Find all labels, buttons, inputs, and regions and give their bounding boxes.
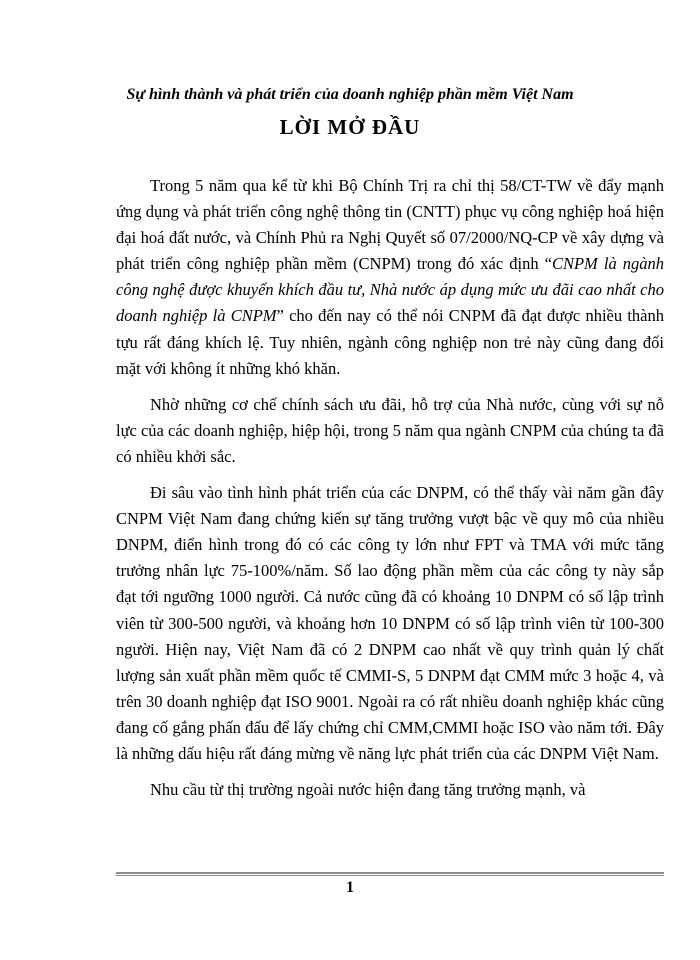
page-number: 1	[346, 879, 354, 896]
footer-divider	[116, 872, 664, 876]
paragraph-1-quote: CNPM là ngành công nghệ được khuyến khích đầu tư, Nhà nước áp dụng mức ưu đãi cao nhất cho doanh nghiệp là CNPM	[116, 254, 665, 326]
paragraph-1	[116, 173, 664, 382]
paragraph-4: Nhu cầu từ thị trường ngoài nước hiện đang tăng trưởng mạnh, và	[150, 780, 586, 800]
body-text	[116, 173, 664, 803]
paragraph-3: Đi sâu vào tình hình phát triển của các DNPM, có thể thấy vài năm gần đây CNPM Việt Nam đang chứng kiến sự tăng trưởng vượt bậc về quy mô của nhiều DNPM, điển hình trong đó có các công ty lớn như FPT và TMA với mức tăng trưởng nhân lực 75-100%/năm. Số lao động phần mềm của các công ty này sắp đạt tới ngưỡng 1000 người. Cả nước cũng đã có khoảng 10 DNPM có số lập trình viên từ 300-500 người, và khoảng hơn 10 DNPM có số lập trình viên từ 100-300 người. Hiện nay, Việt Nam đã có 2 DNPM cao nhất về quy trình quản lý chất lượng sản xuất phần mềm quốc tế CMMI-S, 5 DNPM đạt CMM mức 3 hoặc 4, và trên 30 doanh nghiệp đạt ISO 9001. Ngoài ra có rất nhiều doanh nghiệp khác cũng đang cố gắng phấn đấu để lấy chứng chỉ CMM,CMMI hoặc ISO vào năm tới. Đây là những dấu hiệu rất đáng mừng về năng lực phát triển của các DNPM Việt Nam.	[116, 483, 664, 763]
running-header: Sự hình thành và phát triển của doanh nghiệp phần mềm Việt Nam	[126, 86, 574, 103]
paragraph-2: Nhờ những cơ chế chính sách ưu đãi, hỗ trợ của Nhà nước, cùng với sự nỗ lực của các doanh nghiệp, hiệp hội, trong 5 năm qua ngành CNPM của chúng ta đã có nhiều khởi sắc.	[116, 394, 664, 466]
page-title: LỜI MỞ ĐẦU	[279, 115, 421, 139]
paragraph-1-text-before-quote: Trong 5 năm qua kể từ khi Bộ Chính Trị ra chỉ thị 58/CT-TW về đẩy mạnh ứng dụng và phát triển công nghệ thông tin (CNTT) phục vụ công nghiệp hoá hiện đại hoá đất nước, và Chính Phủ ra Nghị Quyết số 07/2000/NQ-CP về xây dựng và phát triển công nghiệp phần mềm (CNPM) trong đó xác định “	[116, 176, 664, 274]
paragraph-1-text-after-quote: ” cho đến nay có thể nói CNPM đã đạt được nhiều thành tựu rất đáng khích lệ. Tuy nhiên, ngành công nghiệp non trẻ này cũng đang đối mặt với không ít những khó khăn.	[116, 306, 664, 378]
